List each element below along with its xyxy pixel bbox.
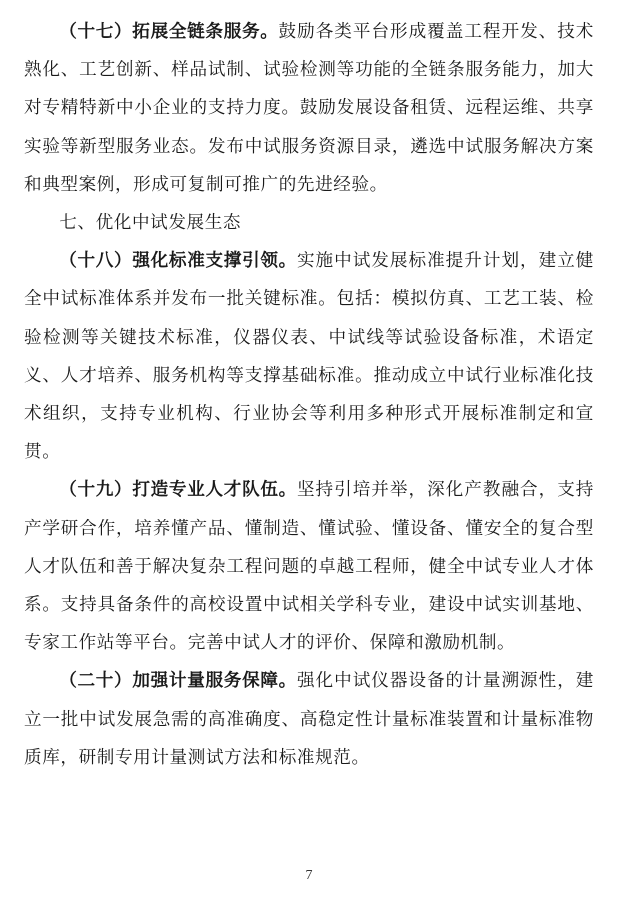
paragraph-19-body: 坚持引培并举，深化产教融合，支持产学研合作，培养懂产品、懂制造、懂试验、懂设备、懂安全的复合型人才队伍和善于解决复杂工程问题的卓越工程师，健全中试专业人才体系。支持具备条件的高校设置中试相关学科专业，建设中试实训基地、专家工作站等平台。完善中试人才的评价、保障和激励机制。 — [24, 480, 594, 654]
paragraph-17-body: 鼓励各类平台形成覆盖工程开发、技术熟化、工艺创新、样品试制、试验检测等功能的全链条服务能力，加大对专精特新中小企业的支持力度。鼓励发展设备租赁、远程运维、共享实验等新型服务业态。发布中试服务资源目录，遴选中试服务解决方案和典型案例，形成可复制可推广的先进经验。 — [24, 22, 595, 195]
section-heading: 七、优化中试发展生态 — [59, 213, 242, 234]
paragraph-20-heading: （二十）加强计量服务保障。 — [59, 671, 297, 692]
paragraph-18-body: 实施中试发展标准提升计划，建立健全中试标准体系并发布一批关键标准。包括：模拟仿真、工艺工装、检验检测等关键技术标准，仪器仪表、中试线等试验设备标准，术语定义、人才培养、服务机构等支撑基础标准。推动成立中试行业标准化技术组织，支持专业机构、行业协会等利用多种形式开展标准制定和宣贯。 — [24, 251, 594, 463]
paragraph-20-body: 强化中试仪器设备的计量溯源性，建立一批中试发展急需的高准确度、高稳定性计量标准装置和计量标准物质库，研制专用计量测试方法和标准规范。 — [24, 671, 594, 768]
paragraph-19 — [24, 471, 594, 662]
paragraph-19-heading: （十九）打造专业人才队伍。 — [59, 480, 297, 501]
paragraph-18 — [24, 242, 594, 471]
paragraph-20 — [24, 662, 594, 777]
paragraph-18-heading: （十八）强化标准支撑引领。 — [59, 251, 297, 272]
paragraph-17-heading: （十七）拓展全链条服务。 — [59, 22, 279, 42]
document-page — [24, 13, 594, 777]
page-number: 7 — [305, 868, 313, 883]
paragraph-17 — [24, 13, 594, 204]
